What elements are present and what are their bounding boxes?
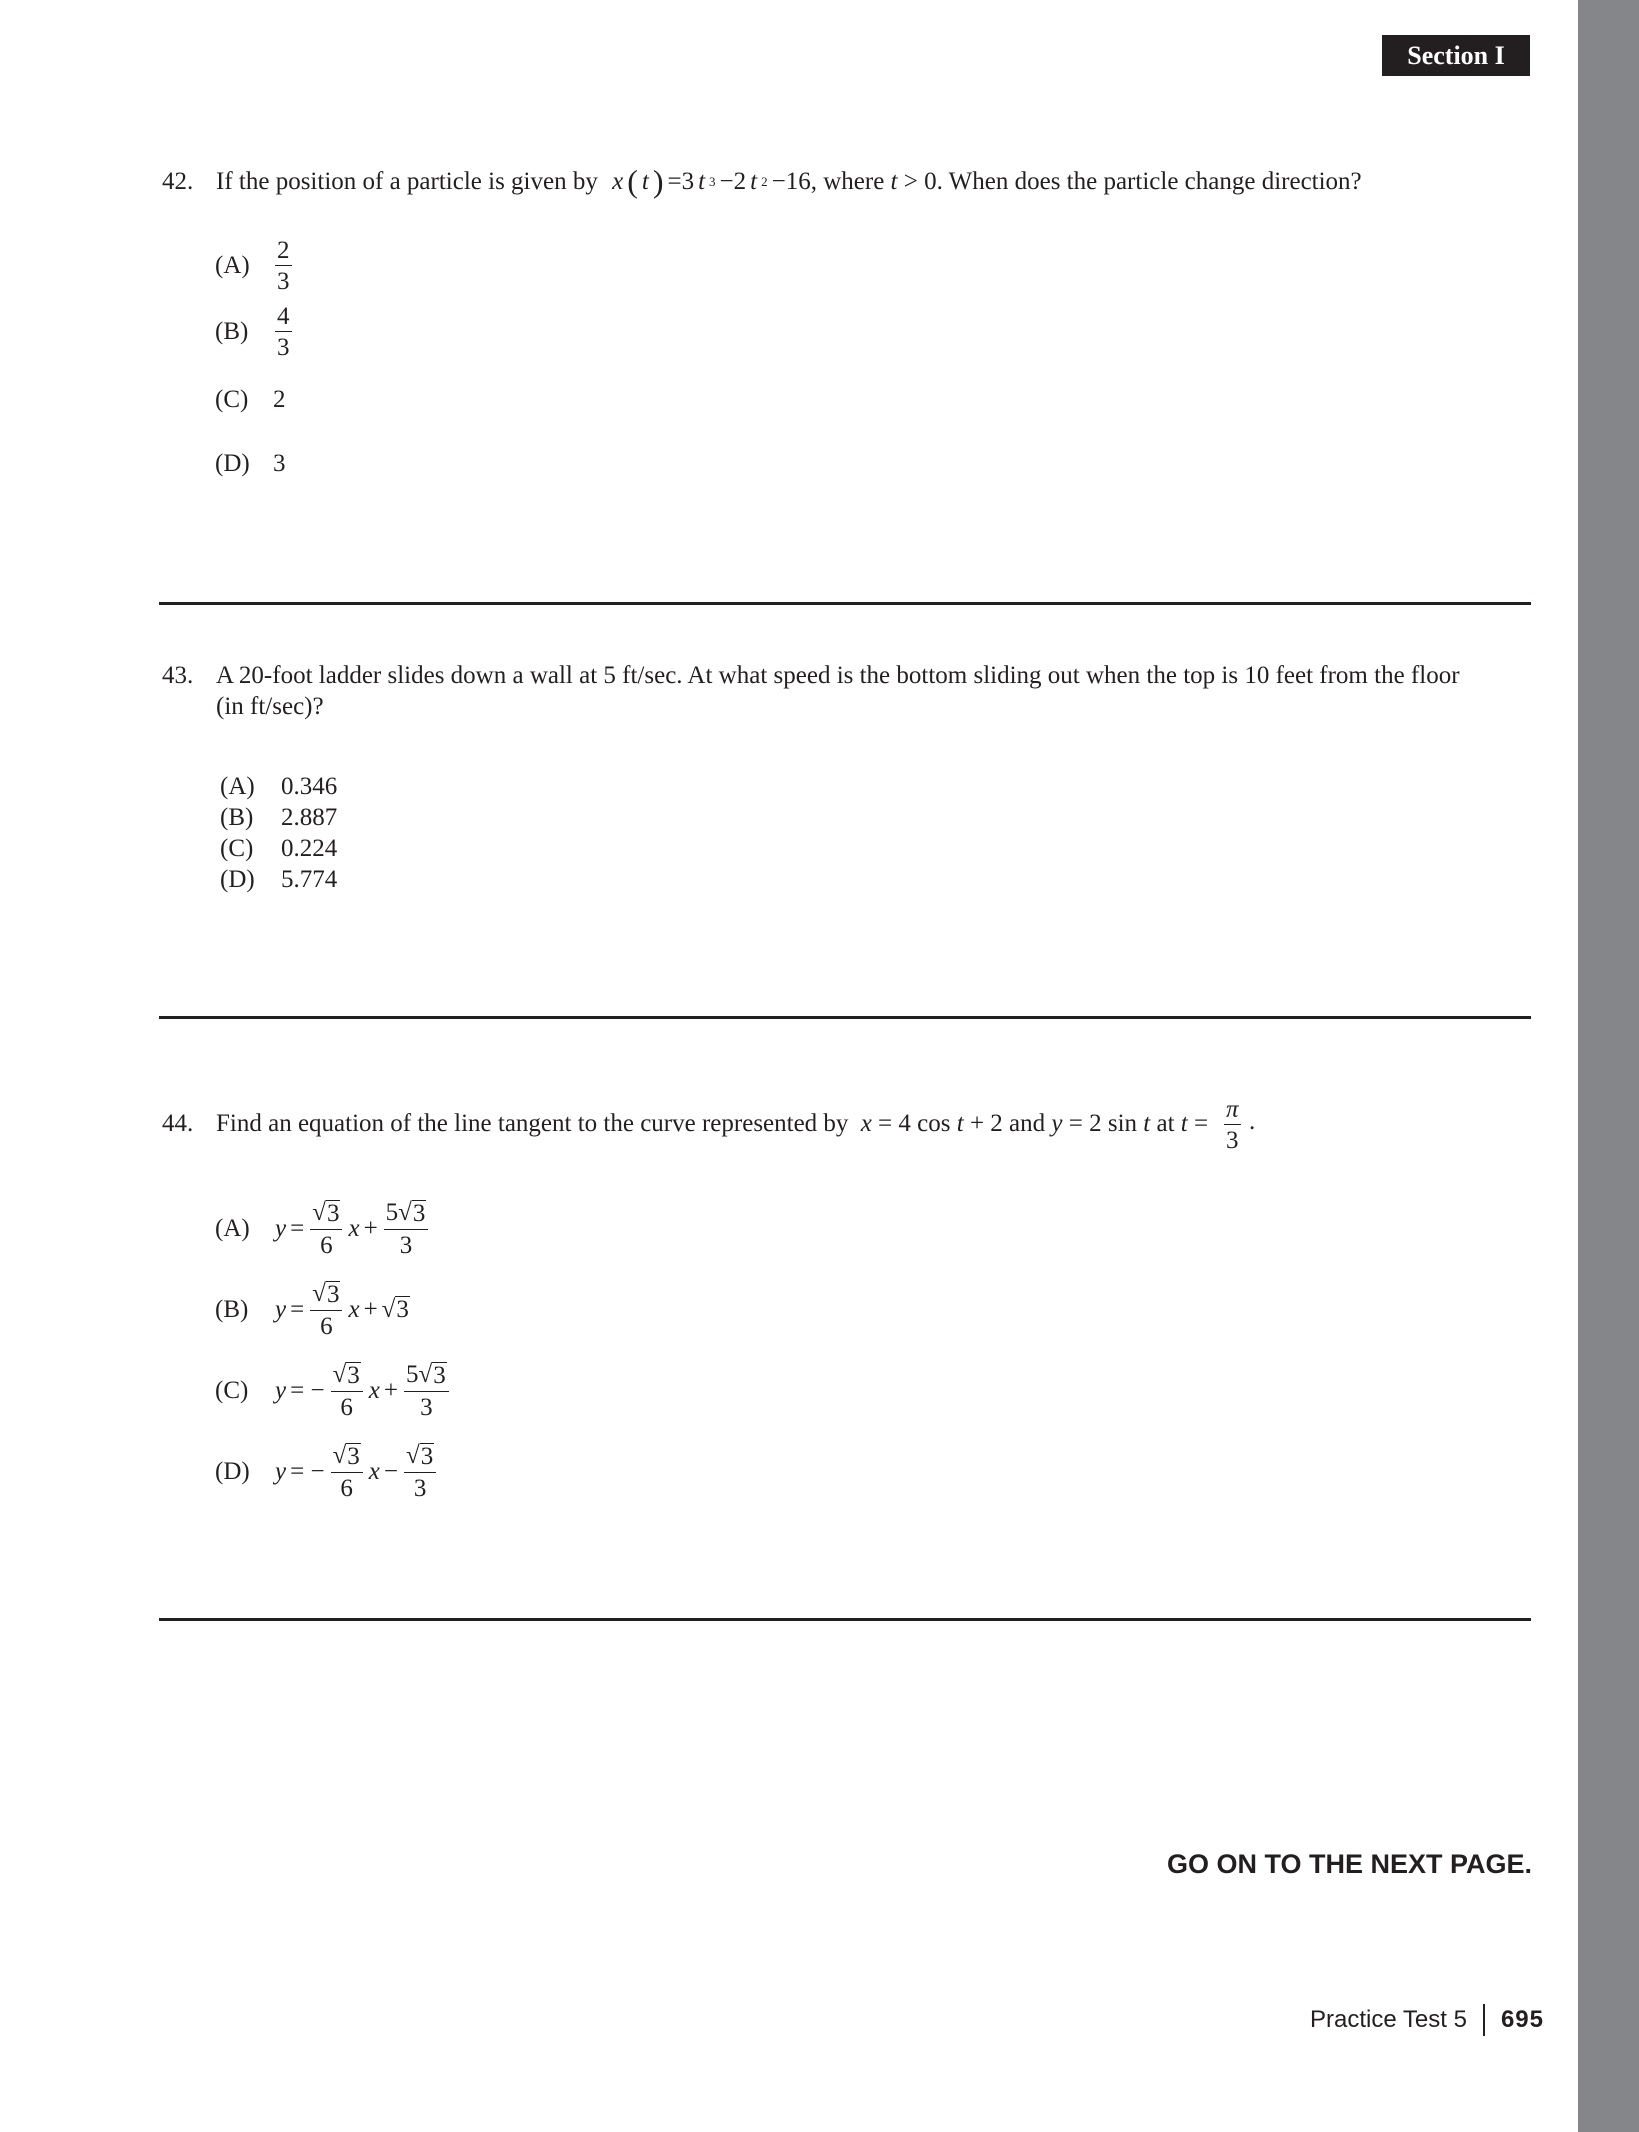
footer-separator <box>1483 2004 1485 2036</box>
page-number: 695 <box>1500 2006 1544 2033</box>
choice-43-a[interactable]: (A) 0.346 <box>220 773 338 800</box>
choice-42-b[interactable]: (B) $\frac{4}{3}$ <box>215 303 290 361</box>
question-text-line1: A 20-foot ladder slides down a wall at 5 ft/sec. At what speed is the bottom sliding out when the top is 10 feet from the floor <box>216 662 1460 689</box>
page-edge-tab <box>1578 0 1639 2132</box>
fraction: $\frac{2}{3}$ <box>277 237 290 295</box>
page-footer <box>1310 2004 1544 2036</box>
section-badge: Section I <box>1382 35 1530 76</box>
choice-43-b[interactable]: (B) 2.887 <box>220 804 338 831</box>
choice-44-c[interactable]: (C) y = − √ 3 6 x + 5 √ 3 3 <box>215 1362 451 1420</box>
choice-42-c[interactable]: (C) 2 <box>215 386 286 413</box>
pi-over-3: $\frac{\pi}{3}$ <box>1226 1096 1239 1154</box>
question-number: 42. <box>162 168 194 195</box>
question-text: Find an equation of the line tangent to the curve represented by x = 4 cos t + 2 and y = 2 sin t at t = <box>216 1110 1209 1137</box>
choice-43-d[interactable]: (D) 5.774 <box>220 866 338 893</box>
divider <box>159 602 1531 605</box>
choice-44-d[interactable]: (D) y = − √ 3 6 x − √ 3 3 <box>215 1443 438 1501</box>
period: . <box>1249 1108 1256 1135</box>
fraction: $\frac{4}{3}$ <box>277 303 290 361</box>
divider <box>159 1016 1531 1019</box>
question-number: 43. <box>162 662 194 689</box>
divider <box>159 1618 1531 1621</box>
question-text-line2: (in ft/sec)? <box>216 693 324 720</box>
test-name: Practice Test 5 <box>1309 2006 1467 2033</box>
choice-42-d[interactable]: (D) 3 <box>215 450 286 477</box>
choice-42-a[interactable]: (A) $\frac{2}{3}$ <box>215 237 290 295</box>
position-equation: x ( t ) =3 t 3 −2 t 2 −16 <box>612 163 811 199</box>
question-text: If the position of a particle is given by x ( t ) =3 t 3 −2 t 2 −16, where t > 0. When does the particle change direction? <box>216 163 1362 199</box>
question-number: 44. <box>162 1110 194 1137</box>
choice-44-a[interactable]: (A) y = √ 3 6 x + 5 √ 3 3 <box>215 1200 430 1258</box>
choices-43 <box>220 771 337 895</box>
next-page-notice: GO ON TO THE NEXT PAGE. <box>1166 1849 1532 1879</box>
choice-43-c[interactable]: (C) 0.224 <box>220 835 338 862</box>
choice-44-b[interactable]: (B) y = √ 3 6 x + √ 3 <box>215 1280 409 1341</box>
